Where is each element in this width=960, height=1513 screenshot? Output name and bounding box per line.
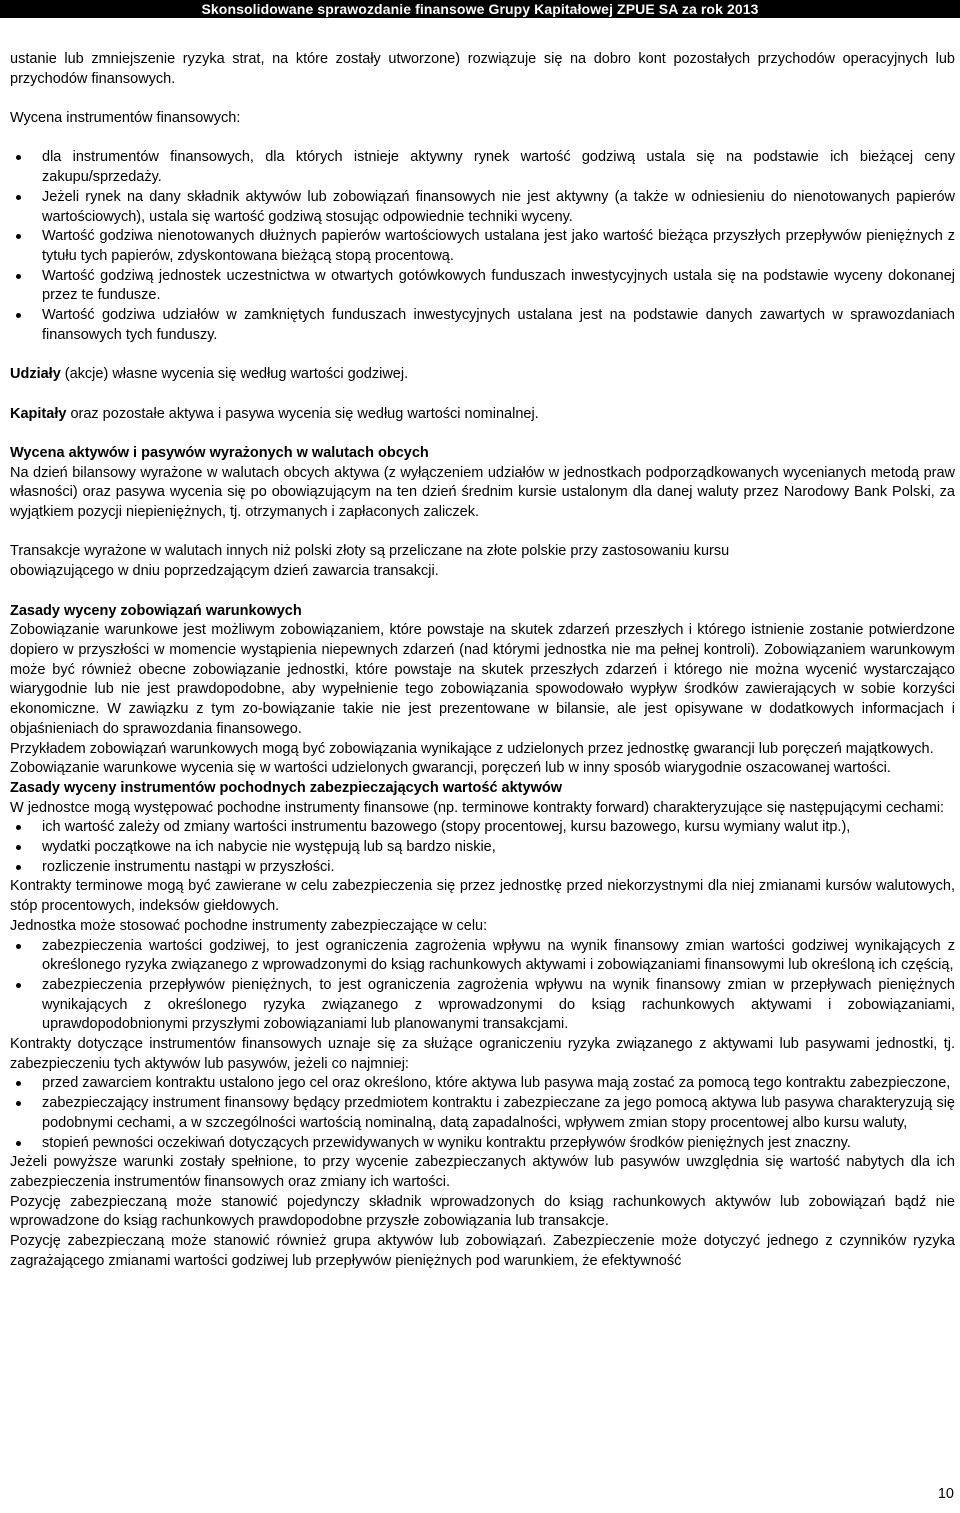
derivatives-paragraph-6: Pozycję zabezpieczaną może stanowić pojedynczy składnik wprowadzonych do ksiąg rachunkowych aktywów lub zobowiązań bądź nie wprowadzone do ksiąg rachunkowych prawdopodobne przyszłe zobowiązania lub transakcje.: [10, 1193, 955, 1230]
hedge-purpose-list: [10, 937, 955, 1036]
list-item: Wartość godziwa nienotowanych dłużnych papierów wartościowych ustalana jest jako wartość bieżąca przyszłych przepływów pieniężnych z tytułu tych papierów, zdyskontowana bieżącą stopą procentową.: [10, 227, 955, 266]
derivatives-paragraph-2: Kontrakty terminowe mogą być zawierane w celu zabezpieczenia się przez jednostkę przed niekorzystnymi dla niej zmianami kursów walutowych, stóp procentowych, indeksów giełdowych.: [10, 878, 955, 915]
derivatives-paragraph-3: Jednostka może stosować pochodne instrumenty zabezpieczające w celu:: [10, 917, 488, 934]
capital-paragraph: [10, 405, 955, 425]
shares-text: (akcje) własne wycenia się według wartości godziwej.: [60, 366, 409, 383]
intro-paragraph: ustanie lub zmniejszenie ryzyka strat, na które zostały utworzone) rozwiązuje się na dobro kont pozostałych przychodów operacyjnych lub przychodów finansowych.: [10, 51, 955, 87]
fx-line-2: obowiązującego w dniu poprzedzającym dzień zawarcia transakcji.: [10, 563, 439, 580]
page-number: 10: [937, 1486, 954, 1502]
contingent-paragraph-1: Zobowiązanie warunkowe jest możliwym zobowiązaniem, które powstaje na skutek zdarzeń przeszłych i którego istnienie zostanie potwierdzone dopiero w przyszłości w momencie wystąpienia niepewnych zdarzeń (nad którymi jednostka nie ma pełnej kontroli). Zobowiązaniem warunkowym może być również obecne zobowiązanie jednostki, które powstaje na skutek przeszłych zdarzeń i którego nie można wycenić wystarczająco wiarygodnie lub nie jest prawdopodobne, aby wypełnienie tego zobowiązania spowodowało wypływ środków zawierających w sobie korzyści ekonomiczne. W zawiązku z tym zo-bowiązanie takie nie jest prezentowane w bilansie, ale jest opisywane w dodatkowych informacjach i objaśnieniach do sprawozdania finansowego.: [10, 622, 955, 737]
list-item: rozliczenie instrumentu nastąpi w przyszłości.: [10, 858, 955, 878]
derivatives-heading: Zasady wyceny instrumentów pochodnych zabezpieczających wartość aktywów: [10, 779, 562, 796]
fx-heading: Wycena aktywów i pasywów wyrażonych w walutach obcych: [10, 444, 429, 461]
list-item: dla instrumentów finansowych, dla których istnieje aktywny rynek wartość godziwą ustala się na podstawie ich bieżącej ceny zakupu/sprzedaży.: [10, 148, 955, 187]
list-item: Jeżeli rynek na dany składnik aktywów lub zobowiązań finansowych nie jest aktywny (a także w odniesieniu do nienotowanych papierów wartościowych), ustala się wartość godziwą stosując odpowiednie techniki wyceny.: [10, 188, 955, 227]
list-item: przed zawarciem kontraktu ustalono jego cel oraz określono, które aktywa lub pasywa mają zostać za pomocą tego kontraktu zabezpieczone,: [10, 1074, 955, 1094]
fin-valuation-heading: Wycena instrumentów finansowych:: [10, 110, 241, 127]
list-item: ich wartość zależy od zmiany wartości instrumentu bazowego (stopy procentowej, kursu bazowego, kursu wymiany walut itp.),: [10, 818, 955, 838]
fin-valuation-list: [10, 148, 955, 345]
document-body: [10, 50, 955, 1271]
list-item: wydatki początkowe na ich nabycie nie występują lub są bardzo niskie,: [10, 838, 955, 858]
capital-bold: Kapitały: [10, 405, 67, 422]
list-item: Wartość godziwa udziałów w zamkniętych funduszach inwestycyjnych ustalana jest na podstawie danych zawartych w sprawozdaniach finansowych tych funduszy.: [10, 306, 955, 345]
fx-line-1: Transakcje wyrażone w walutach innych niż polski złoty są przeliczane na złote polskie przy zastosowaniu kursu: [10, 543, 730, 560]
list-item: Wartość godziwą jednostek uczestnictwa w otwartych gotówkowych funduszach inwestycyjnych ustala się na podstawie wyceny dokonanej przez te fundusze.: [10, 267, 955, 306]
contingent-paragraph-2: Przykładem zobowiązań warunkowych mogą być zobowiązania wynikające z udzielonych przez jednostkę gwarancji lub poręczeń majątkowych.: [10, 740, 934, 757]
derivatives-paragraph-4: Kontrakty dotyczące instrumentów finansowych uznaje się za służące ograniczeniu ryzyka związanego z aktywami lub pasywami jednostki, tj. zabezpieczeniu tych aktywów lub pasywów, jeżeli co najmniej:: [10, 1036, 955, 1072]
list-item: zabezpieczenia przepływów pieniężnych, to jest ograniczenia zagrożenia wpływu na wynik finansowy zmian w przepływach pieniężnych wynikających z określonego ryzyka związanego z wprowadzonymi do ksiąg rachunkowych aktywami i zobowiązaniami, uprawdopodobnionymi przyszłymi zobowiązaniami lub planowanymi transakcjami.: [10, 976, 955, 1035]
hedge-conditions-list: [10, 1074, 955, 1153]
list-item: stopień pewności oczekiwań dotyczących przewidywanych w wyniku kontraktu przepływów środków pieniężnych jest znaczny.: [10, 1134, 955, 1154]
shares-paragraph: [10, 365, 955, 385]
fx-paragraph-1: Na dzień bilansowy wyrażone w walutach obcych aktywa (z wyłączeniem udziałów w jednostkach podporządkowanych wycenianych metodą praw własności) oraz pasywa wycenia się po obowiązującym na ten dzień średnim kursie ustalonym dla danej waluty przez Narodowy Bank Polski, za wyjątkiem pozycji niepieniężnych, tj. otrzymanych i zapłaconych zaliczek.: [10, 464, 955, 521]
list-item: zabezpieczający instrument finansowy będący przedmiotem kontraktu i zabezpieczane za jego pomocą aktywa lub pasywa charakteryzują się podobnymi cechami, a w szczególności wartością nominalną, datą zapadalności, wpływem zmian stopy procentowej albo kursu waluty,: [10, 1094, 955, 1133]
derivatives-paragraph-7: Pozycję zabezpieczaną może stanowić również grupa aktywów lub zobowiązań. Zabezpieczenie może dotyczyć jednego z czynników ryzyka zagrażającego zmianami wartości godziwej lub przepływów pieniężnych pod warunkiem, że efektywność: [10, 1233, 955, 1269]
capital-text: oraz pozostałe aktywa i pasywa wycenia się według wartości nominalnej.: [66, 405, 539, 422]
derivatives-paragraph-5: Jeżeli powyższe warunki zostały spełnione, to przy wycenie zabezpieczanych aktywów lub pasywów uwzględnia się wartość nabytych dla ich zabezpieczenia instrumentów finansowych oraz zmiany ich wartości.: [10, 1154, 955, 1190]
shares-bold: Udziały: [10, 366, 61, 383]
fx-paragraph-2: [10, 542, 955, 581]
contingent-paragraph-3: Zobowiązanie warunkowe wycenia się w wartości udzielonych gwarancji, poręczeń lub w inny sposób wiarygodnie oszacowanej wartości.: [10, 760, 891, 777]
derivatives-paragraph-1: W jednostce mogą występować pochodne instrumenty finansowe (np. terminowe kontrakty forward) charakteryzujące się następującymi cechami:: [10, 799, 945, 816]
document-header: Skonsolidowane sprawozdanie finansowe Grupy Kapitałowej ZPUE SA za rok 2013: [0, 0, 960, 18]
list-item: zabezpieczenia wartości godziwej, to jest ograniczenia zagrożenia wpływu na wynik finansowy zmian wartości godziwej wynikających z określonego ryzyka związanego z wprowadzonymi do ksiąg rachunkowych aktywami i zobowiązaniami finansowymi lub określoną ich częścią,: [10, 937, 955, 976]
derivatives-features-list: [10, 818, 955, 877]
contingent-heading: Zasady wyceny zobowiązań warunkowych: [10, 602, 302, 619]
